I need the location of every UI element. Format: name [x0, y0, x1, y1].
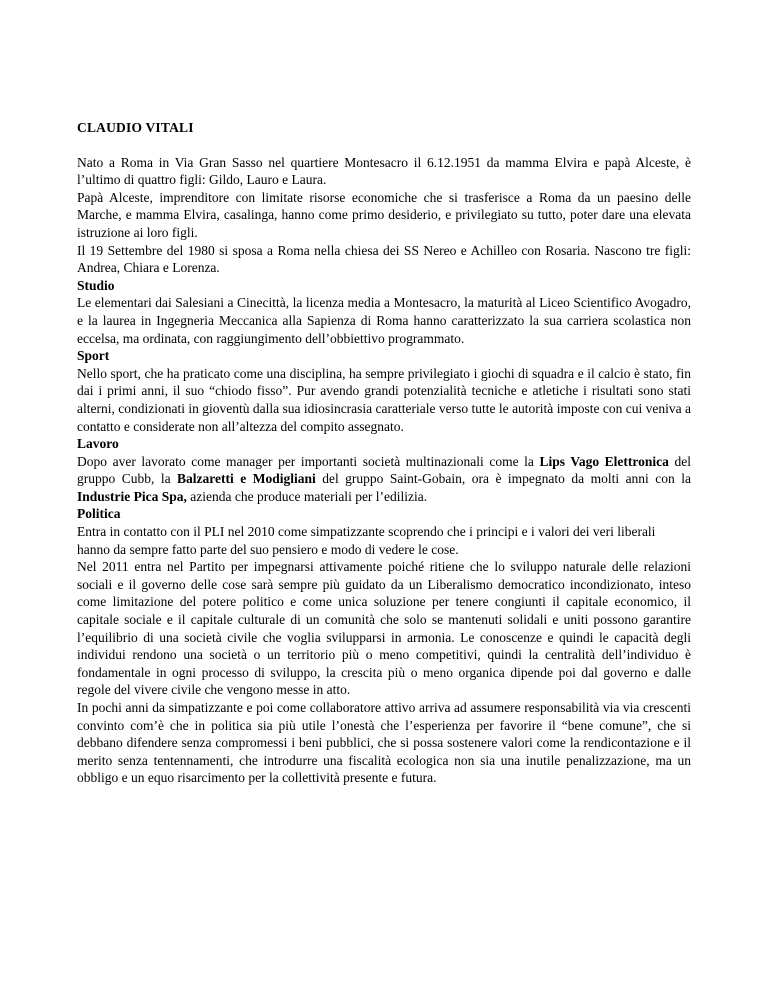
company-lips-vago: Lips Vago Elettronica	[539, 453, 669, 469]
company-industrie-pica: Industrie Pica Spa,	[77, 488, 187, 504]
company-balzaretti-modigliani: Balzaretti e Modigliani	[177, 471, 316, 487]
lavoro-text-2: del gruppo Cubb, la	[77, 453, 691, 487]
lavoro-paragraph	[77, 453, 691, 506]
lavoro-text-3: del gruppo Saint-Gobain, ora è impegnato da molti anni con la	[315, 471, 691, 487]
section-heading-studio: Studio	[77, 277, 115, 293]
intro-paragraph-birth: Nato a Roma in Via Gran Sasso nel quartiere Montesacro il 6.12.1951 da mamma Elvira e papà Alceste, è l’ultimo di quattro figli: Gildo, Lauro e Laura.	[77, 154, 691, 188]
section-heading-politica: Politica	[77, 506, 121, 522]
section-heading-lavoro: Lavoro	[77, 436, 119, 452]
intro-paragraph-marriage: Il 19 Settembre del 1980 si sposa a Roma nella chiesa dei SS Nereo e Achilleo con Rosaria. Nascono tre figli: Andrea, Chiara e Lorenza.	[77, 242, 691, 276]
studio-paragraph: Le elementari dai Salesiani a Cinecittà, la licenza media a Montesacro, la maturità al Liceo Scientifico Avogadro, e la laurea in Ingegneria Meccanica alla Sapienza di Roma hanno caratterizzato la sua carriera scolastica non eccelsa, ma ordinata, con raggiungimento dell’obbiettivo programmato.	[77, 295, 691, 346]
sport-paragraph: Nello sport, che ha praticato come una disciplina, ha sempre privilegiato i giochi di squadra e il calcio è stato, fin dai i primi anni, il suo “chiodo fisso”. Pur avendo grandi potenzialità tecniche e atletiche i risultati sono stati alterni, condizionati in gioventù dalla sua idiosincrasia caratteriale verso tutte le autorità imposte con cui veniva a contatto e considerate non all’altezza del compito assegnato.	[77, 365, 691, 434]
intro-paragraph-parents: Papà Alceste, imprenditore con limitate risorse economiche che si trasferisce a Roma da un paesino delle Marche, e mamma Elvira, casalinga, hanno come primo desiderio, e privilegiato su tutto, poter dare una elevata istruzione ai loro figli.	[77, 189, 691, 240]
politica-paragraph-responsabilita: In pochi anni da simpatizzante e poi come collaboratore attivo arriva ad assumere responsabilità via via crescenti convinto com’è che in politica sia più utile l’onestà che l’esperienza per favorire il “bene comune”, che si debbano difendere senza compromessi i beni pubblici, che si possa sostenere valori come la rendicontazione e il merito senza tentennamenti, che introdurre una fiscalità ecologica non sia una inutile penalizzazione, ma un obbligo e un equo risarcimento per la collettività presente e futura.	[77, 700, 691, 786]
document-title: CLAUDIO VITALI	[77, 120, 194, 135]
politica-paragraph-pli: Entra in contatto con il PLI nel 2010 come simpatizzante scoprendo che i principi e i valori dei veri liberali hanno da sempre fatto parte del suo pensiero e modo di vedere le cose.	[77, 524, 656, 557]
section-heading-sport: Sport	[77, 348, 110, 364]
politica-paragraph-partito: Nel 2011 entra nel Partito per impegnarsi attivamente poiché ritiene che lo sviluppo naturale delle relazioni sociali e il governo delle cose sarà sempre più guidato da un Liberalismo democratico incondizionato, inteso come limitazione del potere politico e come unica soluzione per tenere congiunti il capitale economico, il capitale sociale e il capitale culturale di un comunità che solo se mantenuti solidali e uniti possono garantire l’equilibrio di una società civile che voglia svilupparsi in armonia. Le conoscenze e quindi le capacità degli individui rendono una società o un territorio più o meno competitivi, quindi la centralità dell’individuo è fondamentale in ogni processo di sviluppo, la crescita più o meno organica dipende poi dal governo e dalle regole del vivere civile che vengono messe in atto.	[77, 559, 691, 698]
lavoro-text-1: Dopo aver lavorato come manager per importanti società multinazionali come la	[77, 453, 540, 469]
document-page	[77, 119, 691, 787]
lavoro-text-4: azienda che produce materiali per l’edilizia.	[186, 488, 428, 504]
